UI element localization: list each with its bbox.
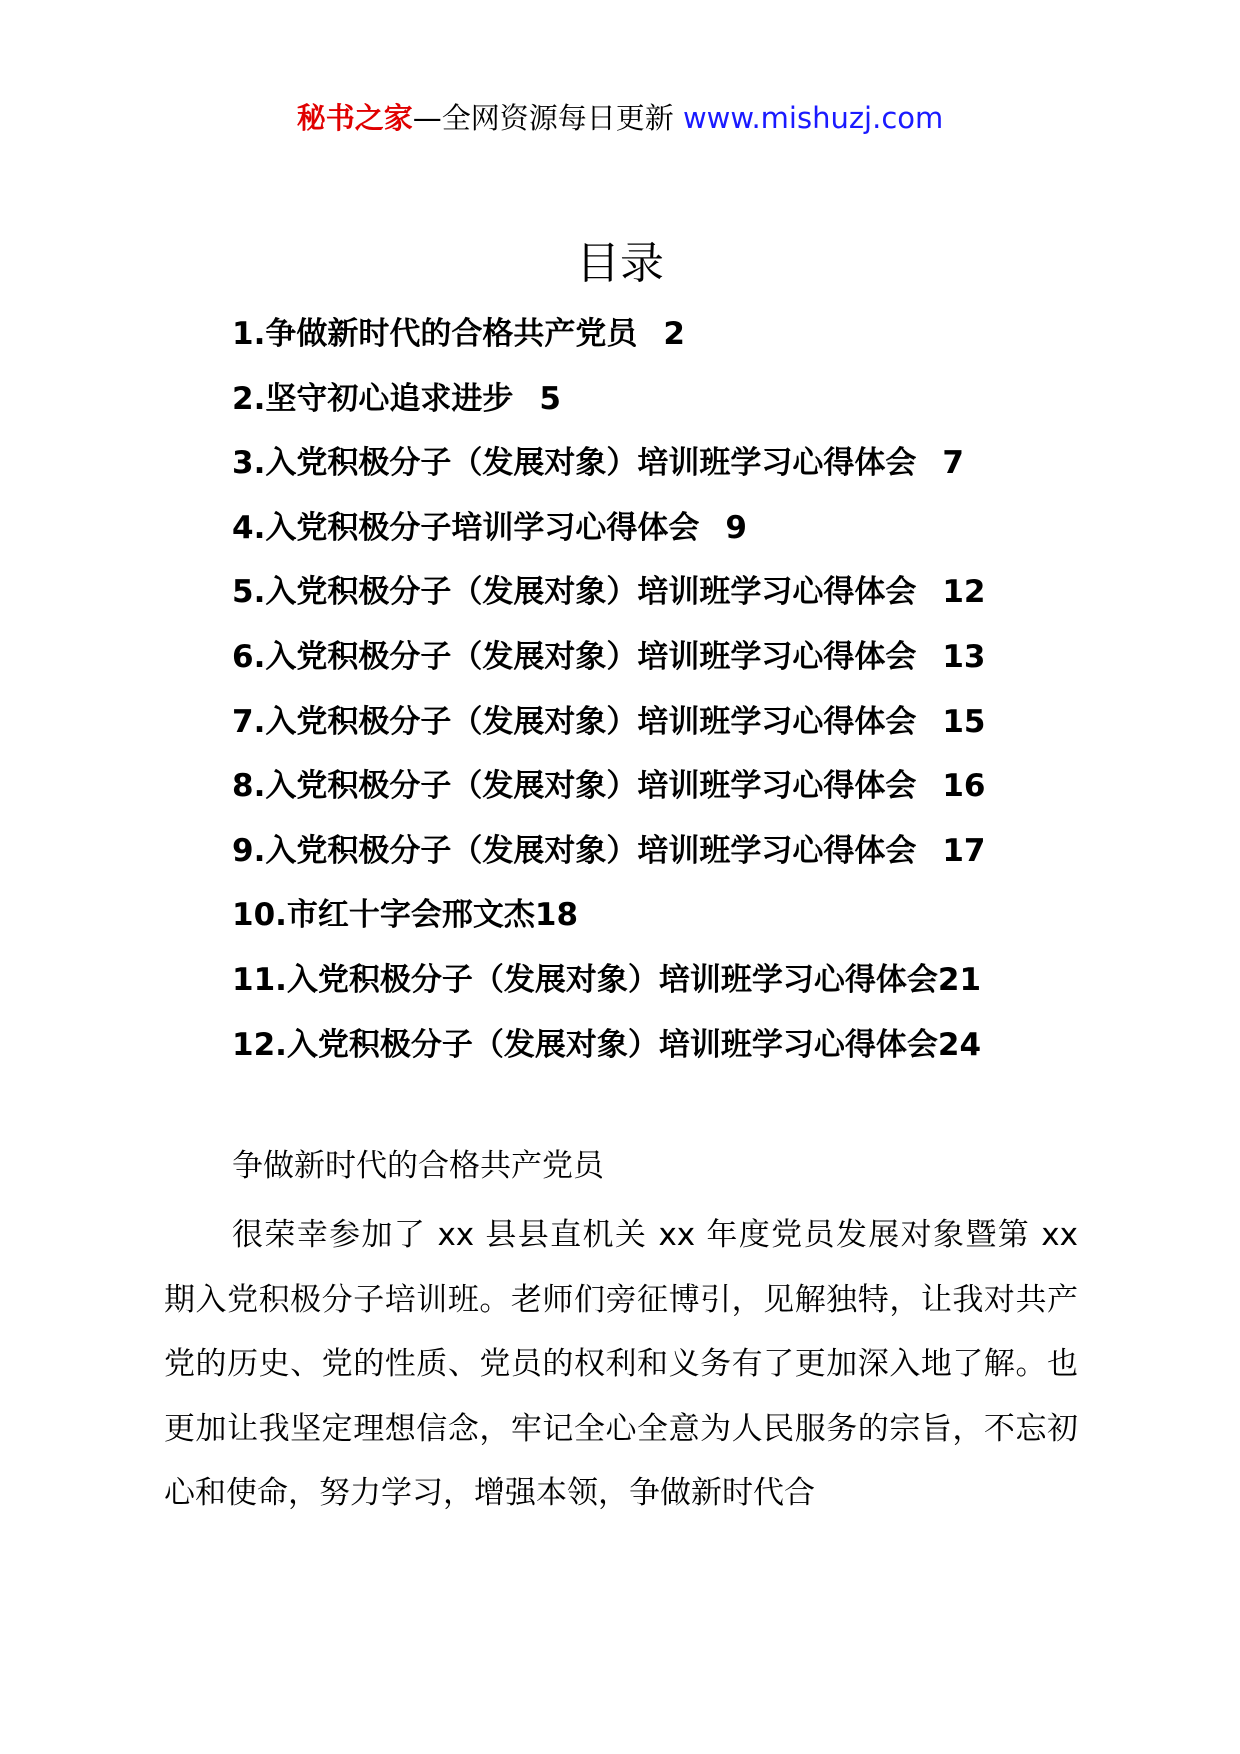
toc-entry[interactable] bbox=[232, 625, 986, 690]
site-url-link[interactable]: www.mishuzj.com bbox=[682, 101, 944, 135]
toc-entry-page: 16 bbox=[942, 768, 986, 805]
toc-entry-label: 10.市红十字会邢文杰 bbox=[232, 897, 535, 934]
toc-entry-page: 7 bbox=[942, 445, 964, 482]
toc-entry[interactable] bbox=[232, 819, 986, 884]
toc-entry[interactable] bbox=[232, 496, 986, 561]
toc-entry-label: 1.争做新时代的合格共产党员 bbox=[232, 316, 638, 352]
toc-entry[interactable] bbox=[232, 367, 986, 432]
site-header bbox=[0, 98, 1240, 138]
toc-entry-page: 12 bbox=[942, 574, 986, 611]
toc-entry-page: 24 bbox=[937, 1026, 982, 1063]
toc-entry-label: 7.入党积极分子（发展对象）培训班学习心得体会 bbox=[232, 703, 917, 740]
toc-entry[interactable] bbox=[232, 754, 986, 819]
brand-name: 秘书之家 bbox=[296, 101, 413, 135]
toc-title: 目录 bbox=[576, 238, 664, 289]
toc-entry-label: 5.入党积极分子（发展对象）培训班学习心得体会 bbox=[232, 574, 917, 611]
toc-entry-label: 6.入党积极分子（发展对象）培训班学习心得体会 bbox=[232, 638, 917, 675]
toc-entry-label: 12.入党积极分子（发展对象）培训班学习心得体会 bbox=[232, 1026, 938, 1063]
toc-entry-label: 4.入党积极分子培训学习心得体会 bbox=[232, 509, 700, 546]
toc-entry[interactable] bbox=[232, 302, 986, 367]
toc-entry[interactable] bbox=[232, 883, 986, 948]
toc-entry-page: 13 bbox=[942, 638, 986, 675]
toc-entry-page: 15 bbox=[942, 703, 986, 740]
toc-entry-label: 9.入党积极分子（发展对象）培训班学习心得体会 bbox=[232, 832, 917, 869]
toc-entry-label: 3.入党积极分子（发展对象）培训班学习心得体会 bbox=[232, 445, 917, 482]
header-tagline: —全网资源每日更新 bbox=[412, 101, 683, 135]
toc-entry-label: 8.入党积极分子（发展对象）培训班学习心得体会 bbox=[232, 768, 917, 805]
toc-entry-page: 2 bbox=[663, 316, 685, 352]
toc-entry-page: 18 bbox=[534, 897, 579, 934]
toc-entry[interactable] bbox=[232, 690, 986, 755]
toc-entry-page: 9 bbox=[725, 509, 747, 546]
article-paragraph: 很荣幸参加了 xx 县县直机关 xx 年度党员发展对象暨第 xx 期入党积极分子培训班。老师们旁征博引，见解独特，让我对共产党的历史、党的性质、党员的权利和义务有了更加深入地了解。也更加让我坚定理想信念，牢记全心全意为人民服务的宗旨，不忘初心和使命，努力学习，增强本领，争做新时代合 bbox=[164, 1217, 1078, 1512]
toc-entry-page: 5 bbox=[539, 380, 561, 417]
toc-entry-page: 21 bbox=[937, 961, 982, 998]
toc-entry[interactable] bbox=[232, 948, 986, 1013]
toc-entry-label: 11.入党积极分子（发展对象）培训班学习心得体会 bbox=[232, 961, 938, 998]
toc-entry-label: 2.坚守初心追求进步 bbox=[232, 380, 514, 417]
toc-entry[interactable] bbox=[232, 1013, 986, 1078]
article-title: 争做新时代的合格共产党员 bbox=[232, 1148, 604, 1184]
toc-entry[interactable] bbox=[232, 431, 986, 496]
toc-entry-page: 17 bbox=[942, 832, 986, 869]
toc-list bbox=[232, 302, 986, 1077]
toc-entry[interactable] bbox=[232, 560, 986, 625]
